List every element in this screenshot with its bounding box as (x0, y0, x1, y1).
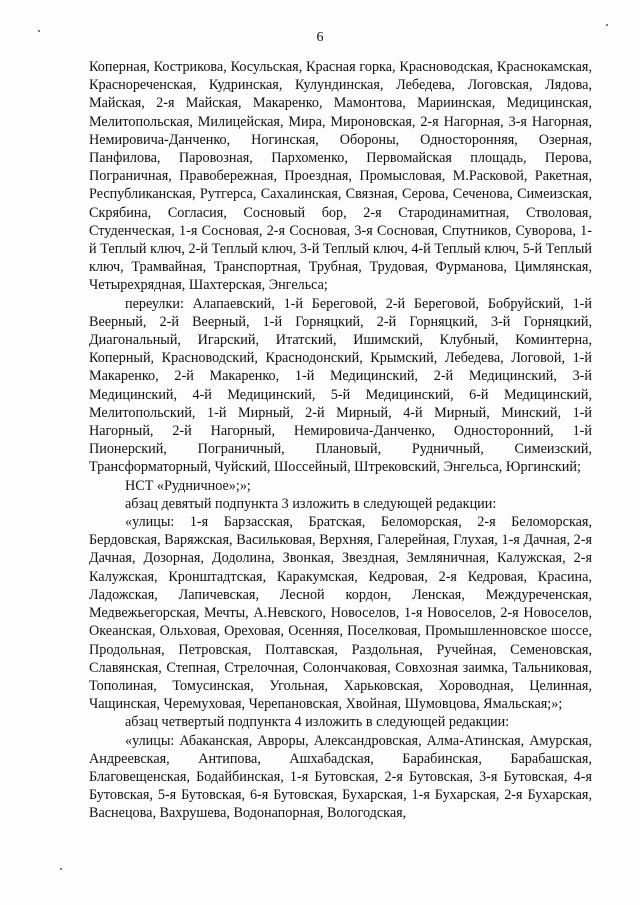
paragraph-amendment-3: абзац девятый подпункта 3 изложить в следующей редакции: (125, 495, 497, 512)
page-number: 6 (316, 30, 324, 45)
paragraph-streets: Коперная, Кострикова, Косульская, Красная горка, Красноводская, Краснокамская, Краснореченская, Кудринская, Кулундинская, Лебедева, Логовская, Лядова, Майская, 2-я Майская, Макаренко, Мамонтова, Мариинская, Медицинская, Мелитопольская, Милицейская, Мира, Мироновская, 2-я Нагорная, 3-я Нагорная, Немировича-Данченко, Ногинская, Обороны, Односторонняя, Озерная, Панфилова, Паровозная, Пархоменко, Первомайская площадь, Перова, Пограничная, Правобережная, Проездная, Промысловая, М.Расковой, Ракетная, Республиканская, Рутгерса, Сахалинская, Связная, Серова, Сеченова, Симеизская, Скрябина, Согласия, Сосновый бор, 2-я Стародинамитная, Стволовая, Студенческая, 1-я Сосновая, 2-я Сосновая, 3-я Сосновая, Спутников, Суворова, 1-й Теплый ключ, 2-й Теплый ключ, 3-й Теплый ключ, 4-й Теплый ключ, 5-й Теплый ключ, Трамвайная, Транспортная, Трубная, Трудовая, Фурманова, Цимлянская, Четырехрядная, Шахтерская, Энгельса; (89, 59, 592, 294)
paragraph-nst: НСТ «Рудничное»;»; (125, 477, 251, 494)
scan-speck (38, 30, 40, 32)
paragraph-lanes: переулки: Алапаевский, 1-й Береговой, 2-й Береговой, Бобруйский, 1-й Веерный, 2-й Веерный, 1-й Горняцкий, 2-й Горняцкий, 3-й Горняцкий, Диагональный, Игарский, Итатский, Ишимский, Клубный, Коминтерна, Коперный, Красноводский, Краснодонский, Крымский, Лебедева, Логовой, 1-й Макаренко, 2-й Макаренко, 1-й Медицинский, 2-й Медицинский, 3-й Медицинский, 4-й Медицинский, 5-й Медицинский, 6-й Медицинский, Мелитопольский, 1-й Мирный, 2-й Мирный, 4-й Мирный, Минский, 1-й Нагорный, 2-й Нагорный, Немировича-Данченко, Односторонний, 1-й Пионерский, Пограничный, Плановый, Рудничный, Симеизский, Трансформаторный, Чуйский, Шоссейный, Штрековский, Энгельса, Юргинский; (89, 295, 592, 476)
paragraph-amendment-4: абзац четвертый подпункта 4 изложить в следующей редакции: (125, 714, 510, 731)
document-body (89, 58, 592, 823)
scan-speck (606, 24, 608, 26)
paragraph-streets-3: «улицы: 1-я Барзасская, Братская, Беломорская, 2-я Беломорская, Бердовская, Варяжская, Васильковая, Верхняя, Галерейная, Глухая, 1-я Дачная, 2-я Дачная, Дозорная, Додолина, Звонкая, Звездная, Земляничная, Калужская, 2-я Калужская, Кронштадтская, Каракумская, Кедровая, 2-я Кедровая, Красина, Ладожская, Лапичевская, Лесной кордон, Ленская, Междуреченская, Медвежьегорская, Мечты, А.Невского, Новоселов, 1-я Новоселов, 2-я Новоселов, Океанская, Ольховая, Ореховая, Осенняя, Поселковая, Промышленновское шоссе, Продольная, Петровская, Полтавская, Раздольная, Ручейная, Семеновская, Славянская, Степная, Стрелочная, Солончаковая, Совхозная заимка, Тальниковая, Тополиная, Томусинская, Угольная, Харьковская, Хороводная, Целинная, Чащинская, Черемуховая, Черепановская, Хвойная, Шумовцова, Ямальская;»; (89, 514, 592, 713)
scan-speck (60, 868, 62, 870)
paragraph-streets-4: «улицы: Абаканская, Авроры, Александровская, Алма-Атинская, Амурская, Андреевская, Антипова, Ашхабадская, Барабинская, Барабашская, Благовещенская, Бодайбинская, 1-я Бутовская, 2-я Бутовская, 3-я Бутовская, 4-я Бутовская, 5-я Бутовская, 6-я Бутовская, Бухарская, 1-я Бухарская, 2-я Бухарская, Васнецова, Вахрушева, Водонапорная, Вологодская, (89, 732, 592, 822)
